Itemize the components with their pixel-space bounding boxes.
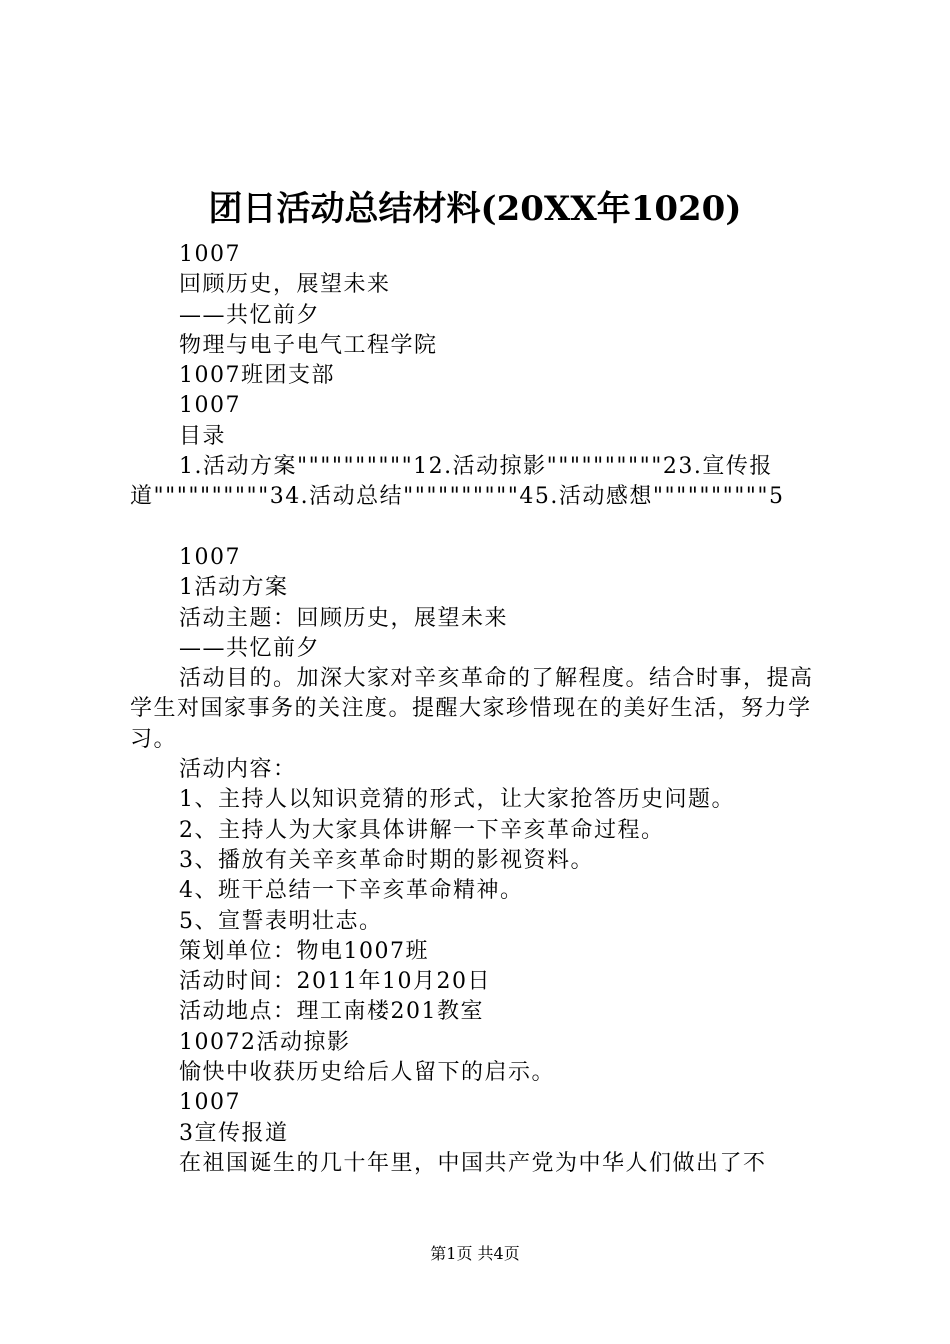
text-line: 1007班团支部 xyxy=(179,363,335,389)
list-item: 3、播放有关辛亥革命时期的影视资料。 xyxy=(179,847,594,873)
text-line: 1007 xyxy=(179,393,241,419)
section-heading: 3宣传报道 xyxy=(179,1120,289,1146)
list-item: 1、主持人以知识竞猜的形式，让大家抢答历史问题。 xyxy=(179,787,735,813)
text-line: 活动主题：回顾历史，展望未来 xyxy=(179,605,509,631)
list-item: 4、班干总结一下辛亥革命精神。 xyxy=(179,878,524,904)
list-item: 2、主持人为大家具体讲解一下辛亥革命过程。 xyxy=(179,817,665,843)
blank-line xyxy=(130,513,836,543)
text-line: 策划单位：物电1007班 xyxy=(179,938,429,964)
text-line: 1007 xyxy=(179,242,241,267)
text-line: 1007 xyxy=(179,1090,241,1116)
page-footer: 第1页 共4页 xyxy=(430,1244,520,1263)
document-title: 团日活动总结材料(20XX年1020) xyxy=(208,189,742,229)
text-line: 活动内容： xyxy=(179,757,297,783)
list-item: 5、宣誓表明壮志。 xyxy=(179,908,383,934)
toc-paragraph: 1.活动方案""""""""""12.活动掠影""""""""""23.宣传报道""""""""""34.活动总结""""""""""45.活动感想""""""""""5 xyxy=(130,454,785,510)
text-line: 1007 xyxy=(179,544,241,570)
text-line: 物理与电子电气工程学院 xyxy=(179,332,438,358)
text-line: 回顾历史，展望未来 xyxy=(179,272,391,298)
text-line: 活动地点：理工南楼201教室 xyxy=(179,999,484,1025)
text-line: 目录 xyxy=(179,423,227,449)
report-paragraph: 在祖国诞生的几十年里，中国共产党为中华人们做出了不 xyxy=(179,1150,767,1176)
text-line: 活动时间：2011年10月20日 xyxy=(179,969,491,995)
text-line: ——共忆前夕 xyxy=(179,635,321,661)
text-line: 愉快中收获历史给后人留下的启示。 xyxy=(179,1060,556,1086)
section-heading: 1活动方案 xyxy=(179,575,289,601)
text-line: ——共忆前夕 xyxy=(179,302,321,328)
purpose-paragraph: 活动目的。加深大家对辛亥革命的了解程度。结合时事，提高学生对国家事务的关注度。提醒大家珍惜现在的美好生活，努力学习。 xyxy=(130,666,814,752)
section-heading: 10072活动掠影 xyxy=(179,1029,351,1055)
document-body xyxy=(130,240,836,1179)
